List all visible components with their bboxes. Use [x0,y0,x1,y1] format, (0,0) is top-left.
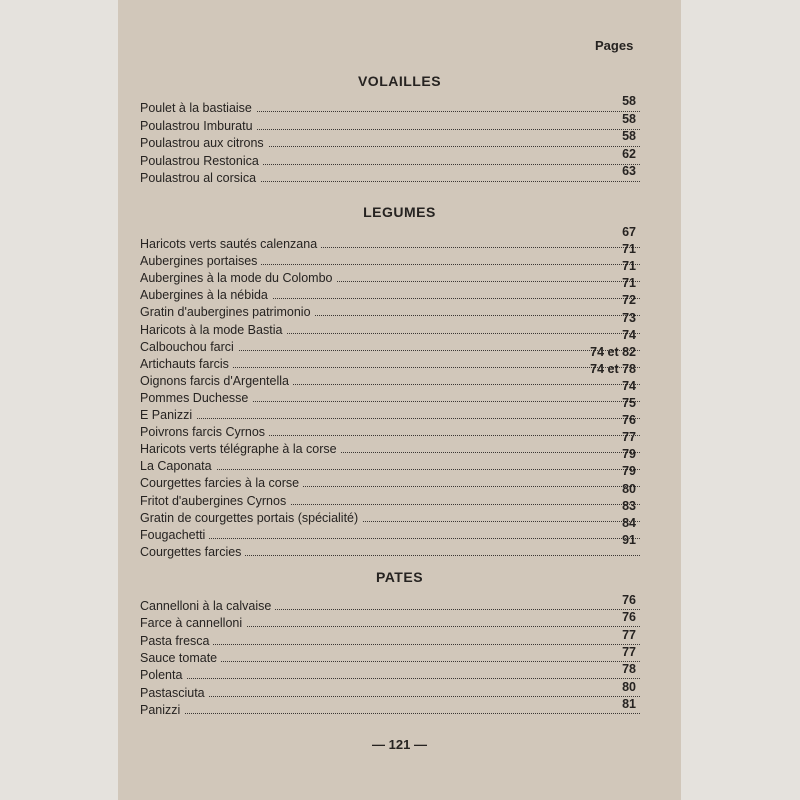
toc-entry [140,170,640,186]
toc-entry-label: Farce à cannelloni [140,616,246,630]
toc-entry-page: 76 [622,610,636,625]
section-title: PATES [375,569,424,585]
toc-entry [140,475,640,491]
toc-entry-label: Fritot d'aubergines Cyrnos [140,494,290,508]
toc-entry-page: 84 [622,515,636,530]
toc-entry-page: 74 et 78 [590,361,636,376]
toc-entry-label: Courgettes farcies [140,545,245,559]
toc-entry [140,390,640,406]
page-number-footer: — 121 — [372,737,427,752]
toc-entry-page: 83 [622,498,636,513]
toc-entry-label: Calbouchou farci [140,340,238,354]
toc-entry [140,236,640,252]
toc-entry-page: 73 [622,310,636,325]
toc-entry [140,510,640,526]
toc-entry [140,441,640,457]
toc-entry [140,373,640,389]
toc-entry-page: 71 [622,259,636,274]
toc-entry-page: 77 [622,644,636,659]
toc-entry-label: Cannelloni à la calvaise [140,599,275,613]
toc-entry-label: Poulet à la bastiaise [140,101,256,115]
dot-leader [140,696,640,697]
toc-entry [140,544,640,560]
toc-entry [140,100,640,116]
toc-entry-label: Poivrons farcis Cyrnos [140,425,269,439]
toc-entry-label: Haricots à la mode Bastia [140,323,286,337]
toc-entry [140,287,640,303]
toc-entry [140,356,640,372]
toc-entry-page: 74 et 82 [590,344,636,359]
dot-leader [140,538,640,539]
toc-entry-page: 72 [622,293,636,308]
section-title: VOLAILLES [357,73,442,89]
toc-entry [140,304,640,320]
toc-entry-label: Gratin d'aubergines patrimonio [140,305,315,319]
toc-entry-label: Aubergines à la nébida [140,288,272,302]
toc-entry [140,633,640,649]
toc-entry-page: 76 [622,413,636,428]
toc-entry [140,650,640,666]
toc-entry-label: Polenta [140,668,186,682]
toc-entry-label: Poulastrou Restonica [140,154,263,168]
toc-entry [140,667,640,683]
toc-entry-label: Haricots verts sautés calenzana [140,237,321,251]
dot-leader [140,418,640,419]
toc-entry-label: Gratin de courgettes portais (spécialité) [140,511,362,525]
toc-entry-label: Pasta fresca [140,634,213,648]
toc-entry-label: Aubergines à la mode du Colombo [140,271,336,285]
toc-entry [140,685,640,701]
toc-entry [140,322,640,338]
toc-entry [140,598,640,614]
toc-entry-label: Panizzi [140,703,184,717]
toc-entry-label: Poulastrou Imburatu [140,119,257,133]
toc-entry [140,270,640,286]
toc-entry-label: Courgettes farcies à la corse [140,476,303,490]
toc-entry-page: 79 [622,447,636,462]
toc-entry [140,527,640,543]
toc-entry-label: Oignons farcis d'Argentella [140,374,293,388]
toc-entry-page: 81 [622,696,636,711]
toc-entry-page: 62 [622,146,636,161]
toc-entry-label: Poulastrou al corsica [140,171,260,185]
book-page [118,0,681,800]
toc-entry-page: 63 [622,164,636,178]
toc-entry [140,339,640,355]
toc-entry [140,253,640,269]
toc-entry-label: Poulastrou aux citrons [140,136,268,150]
toc-entry-page: 74 [622,378,636,393]
toc-entry [140,118,640,134]
toc-entry-page: 58 [622,111,636,126]
toc-entry-page: 74 [622,327,636,342]
toc-entry [140,407,640,423]
toc-entry [140,153,640,169]
section-title: LEGUMES [363,204,436,220]
toc-entry-label: Sauce tomate [140,651,221,665]
toc-entry-label: Fougachetti [140,528,209,542]
toc-entry-label: Artichauts farcis [140,357,233,371]
toc-entry-page: 76 [622,593,636,607]
toc-entry [140,424,640,440]
toc-entry-label: E Panizzi [140,408,196,422]
pages-column-header: Pages [595,38,634,53]
toc-entry [140,493,640,509]
toc-entry-page: 58 [622,94,636,108]
toc-entry [140,615,640,631]
toc-entry-label: Pommes Duchesse [140,391,252,405]
toc-entry-page: 71 [622,276,636,291]
toc-entry-page: 78 [622,662,636,677]
toc-entry-page: 91 [622,532,636,547]
toc-entry-label: Haricots verts télégraphe à la corse [140,442,341,456]
toc-entry-page: 80 [622,481,636,496]
toc-entry-page: 75 [622,396,636,410]
toc-entry [140,135,640,151]
toc-entry-page: 67 [622,225,636,239]
dot-leader [140,644,640,645]
dot-leader [140,678,640,679]
toc-entry-page: 71 [622,242,636,257]
toc-entry-label: La Caponata [140,459,216,473]
toc-entry-page: 58 [622,129,636,143]
toc-entry-label: Pastasciuta [140,686,209,700]
toc-entry-page: 77 [622,430,636,445]
toc-entry-label: Aubergines portaises [140,254,261,268]
toc-entry [140,702,640,718]
toc-entry-page: 77 [622,627,636,642]
toc-entry-page: 80 [622,679,636,694]
dot-leader [140,713,640,714]
toc-entry-page: 79 [622,464,636,479]
toc-entry [140,458,640,474]
